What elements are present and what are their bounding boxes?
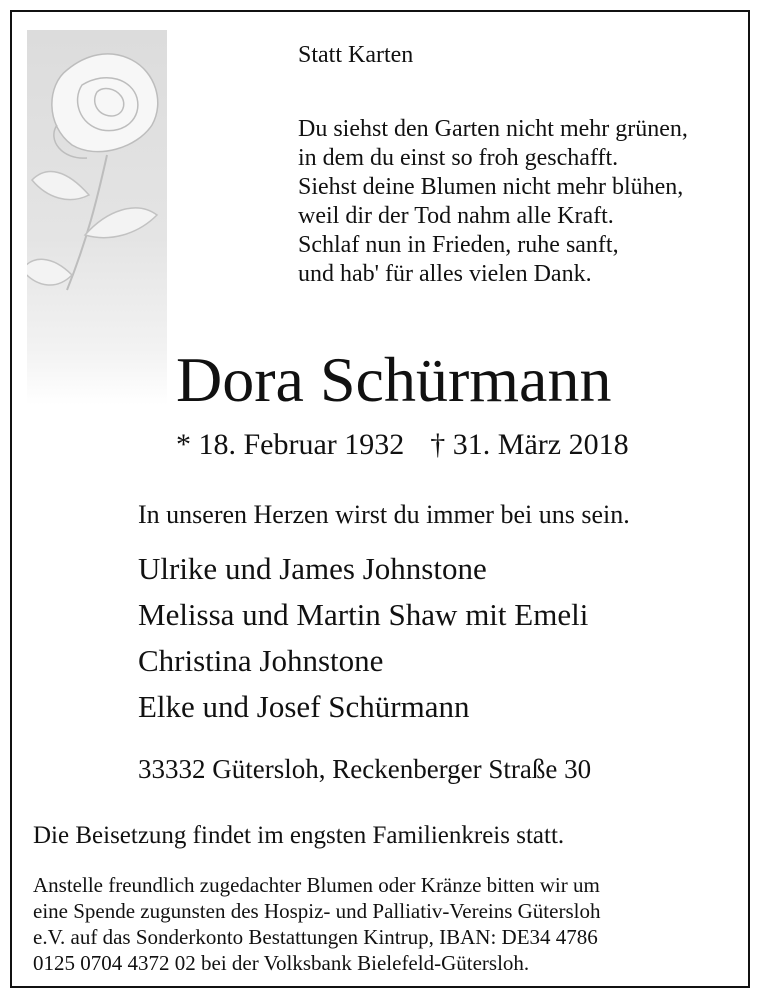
poem-line: Siehst deine Blumen nicht mehr blühen, [298, 174, 684, 200]
poem-line: und hab' für alles vielen Dank. [298, 261, 592, 287]
poem-line: Du siehst den Garten nicht mehr grünen, [298, 116, 688, 142]
note-line: e.V. auf das Sonderkonto Bestattungen Kintrup, IBAN: DE34 4786 [33, 925, 598, 949]
address: 33332 Gütersloh, Reckenberger Straße 30 [138, 754, 592, 784]
burial-notice: Die Beisetzung findet im engsten Familienkreis statt. [33, 822, 565, 849]
poem-line: Schlaf nun in Frieden, ruhe sanft, [298, 232, 619, 258]
rose-icon [27, 30, 167, 405]
note-line: eine Spende zugunsten des Hospiz- und Palliativ-Vereins Gütersloh [33, 899, 601, 923]
mourner: Christina Johnstone [138, 643, 384, 678]
mourner: Elke und Josef Schürmann [138, 689, 470, 724]
motto-text: In unseren Herzen wirst du immer bei uns sein. [138, 500, 630, 529]
poem-line: weil dir der Tod nahm alle Kraft. [298, 203, 614, 229]
mourner: Melissa und Martin Shaw mit Emeli [138, 597, 589, 632]
death-date: † 31. März 2018 [430, 428, 629, 461]
birth-date: * 18. Februar 1932 [176, 428, 405, 461]
donation-note [33, 872, 600, 976]
mourner: Ulrike und James Johnstone [138, 551, 487, 586]
note-line: 0125 0704 4372 02 bei der Volksbank Bielefeld-Gütersloh. [33, 951, 530, 975]
intro-text: Statt Karten [298, 42, 414, 68]
deceased-name: Dora Schürmann [176, 344, 612, 415]
poem [298, 115, 688, 289]
life-dates [176, 428, 629, 462]
note-line: Anstelle freundlich zugedachter Blumen oder Kränze bitten wir um [33, 873, 600, 897]
poem-line: in dem du einst so froh geschafft. [298, 145, 619, 171]
mourners-list [138, 546, 588, 730]
